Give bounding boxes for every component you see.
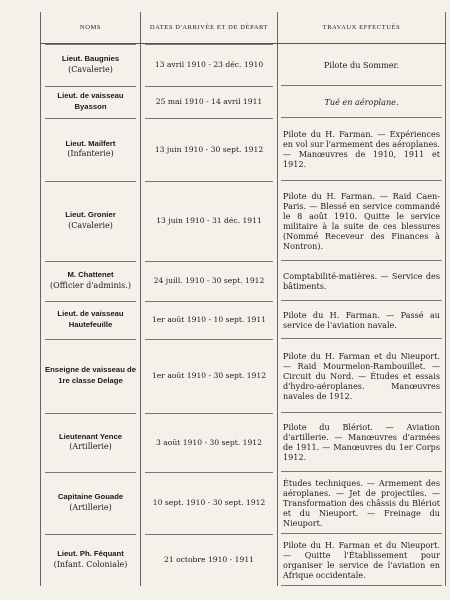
work-performed: Pilote du H. Farman. — Passé au service de l'aviation navale.: [278, 301, 446, 339]
officer-name: Capitaine Gouade: [57, 492, 124, 501]
officer-branch: (Infanterie): [67, 149, 114, 158]
work-performed: Pilote du H. Farman. — Raid Caen-Paris. — Blessé en service commandé le 8 août 1910. Quitte le service militaire à la suite de ces blessures (Nommé Receveur des Finances à Nontron).: [278, 181, 446, 261]
officer-name: Lieut. Mailfert: [65, 138, 116, 148]
work-performed: Tué en aéroplane.: [278, 86, 446, 118]
table-row: [41, 86, 446, 118]
service-dates: 25 mai 1910 - 14 avril 1911: [141, 86, 278, 118]
officer-branch: (Cavalerie): [68, 64, 113, 74]
officer-name: Lieut. Ph. Féquant: [57, 549, 124, 558]
officer-name: M. Chattenet: [67, 270, 114, 279]
table-row: [41, 181, 446, 261]
work-performed: Pilote du H. Farman. — Expériences en vol sur l'armement des aéroplanes. — Manœuvres de 1910, 1911 et 1912.: [278, 118, 446, 181]
work-performed: Pilote du H. Farman et du Nieuport. — Raid Mourmelon-Rambouillet. — Circuit du Nord. — Études et essais d'hydro-aéroplanes. Manœuvres navales de 1912.: [278, 339, 446, 413]
service-dates: 24 juill. 1910 - 30 sept. 1912: [141, 261, 278, 301]
officer-branch: (Artillerie): [69, 442, 112, 451]
officer-name-cell: [41, 181, 141, 261]
table-row: [41, 118, 446, 181]
service-dates: 1er août 1910 - 10 sept. 1911: [141, 301, 278, 339]
service-dates: 13 juin 1910 - 30 sept. 1912: [141, 118, 278, 181]
table-row: [41, 472, 446, 534]
table-row: [41, 339, 446, 413]
officer-name: Lieut. Baugnies: [61, 54, 120, 64]
service-dates: 1er août 1910 - 30 sept. 1912: [141, 339, 278, 413]
officer-name: Enseigne de vaisseau de 1re classe Delage: [44, 365, 136, 385]
work-performed: Pilote du Sommer.: [278, 44, 446, 86]
officer-name-cell: [41, 44, 141, 86]
officer-name-cell: [41, 472, 141, 534]
officer-name-cell: [41, 86, 141, 118]
officer-name-cell: [41, 339, 141, 413]
officer-name: Lieut. Gronier: [65, 210, 116, 219]
officer-name: Lieut. de vaisseau Hautefeuille: [57, 309, 124, 329]
service-dates: 13 juin 1910 - 31 déc. 1911: [141, 181, 278, 261]
officer-name: Lieutenant Yence: [58, 431, 123, 441]
work-performed: Pilote du H. Farman et du Nieuport. — Quitte l'Établissement pour organiser le service de l'aviation en Afrique occidentale.: [278, 534, 446, 586]
service-dates: 13 avril 1910 - 23 déc. 1910: [141, 44, 278, 86]
officer-branch: (Cavalerie): [68, 220, 113, 230]
table-row: [41, 261, 446, 301]
officer-name-cell: [41, 301, 141, 339]
work-performed: Études techniques. — Armement des aéroplanes. — Jet de projectiles. — Transformation des châssis du Blériot et du Nieuport. — Freinage du Nieuport.: [278, 472, 446, 534]
service-dates: 10 sept. 1910 - 30 sept. 1912: [141, 472, 278, 534]
service-dates: 3 août 1910 - 30 sept. 1912: [141, 413, 278, 472]
table-row: [41, 301, 446, 339]
officer-name-cell: [41, 261, 141, 301]
header-work: TRAVAUX EFFECTUÉS: [278, 12, 446, 44]
officer-name-cell: [41, 534, 141, 586]
table-row: [41, 534, 446, 586]
personnel-table: [40, 12, 446, 586]
service-dates: 21 octobre 1910 - 1911: [141, 534, 278, 586]
officer-name-cell: [41, 413, 141, 472]
officer-branch: (Officier d'adminis.): [50, 280, 131, 290]
work-performed: Pilote du Blériot. — Aviation d'artillerie. — Manœuvres d'armées de 1911. — Manœuvres du 1er Corps 1912.: [278, 413, 446, 472]
header-dates: DATES D'ARRIVÉE ET DE DÉPART: [141, 12, 278, 44]
officer-branch: (Infant. Coloniale): [53, 559, 128, 569]
work-performed: Comptabilité-matières. — Service des bâtiments.: [278, 261, 446, 301]
officer-branch: (Artillerie): [69, 502, 112, 512]
officer-name: Lieut. de vaisseau Byasson: [57, 91, 124, 111]
officer-name-cell: [41, 118, 141, 181]
header-names: NOMS: [41, 12, 141, 44]
table-row: [41, 413, 446, 472]
table-row: [41, 44, 446, 86]
table-header-row: [41, 12, 446, 44]
